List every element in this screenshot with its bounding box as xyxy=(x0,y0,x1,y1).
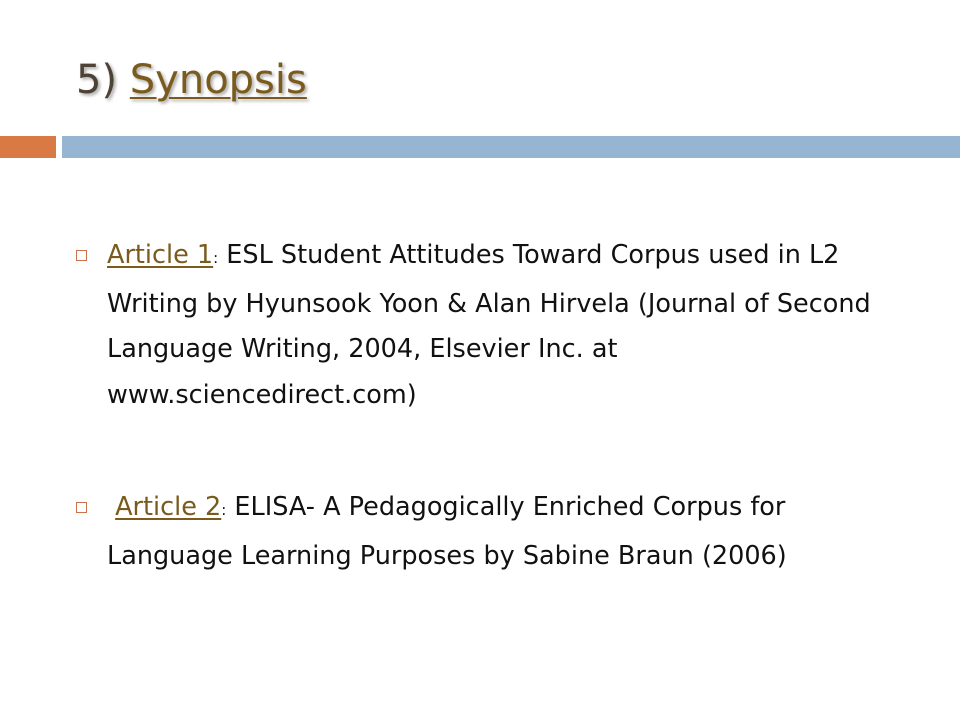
article-1-description: ESL Student Attitudes Toward Corpus used in L2 Writing by Hyunsook Yoon & Alan Hirvela (Journal of Second Language Writing, 2004, Elsevier Inc. at www.sciencedirect.com) xyxy=(107,240,871,410)
bullet-separator: : xyxy=(221,501,227,519)
bullet-text xyxy=(107,485,907,579)
bullet-lead xyxy=(107,492,115,522)
article-2-link[interactable]: Article 2 xyxy=(115,492,222,522)
synopsis-link[interactable]: Synopsis xyxy=(129,57,307,103)
bullet-separator: : xyxy=(213,249,219,267)
square-bullet-icon xyxy=(76,250,87,261)
article-2-description: ELISA- A Pedagogically Enriched Corpus for Language Learning Purposes by Sabine Braun (2006) xyxy=(107,492,787,571)
article-1-link[interactable]: Article 1 xyxy=(107,240,214,270)
bullet-text xyxy=(107,233,907,418)
title-prefix: 5) xyxy=(76,57,130,103)
square-bullet-icon xyxy=(76,502,87,513)
